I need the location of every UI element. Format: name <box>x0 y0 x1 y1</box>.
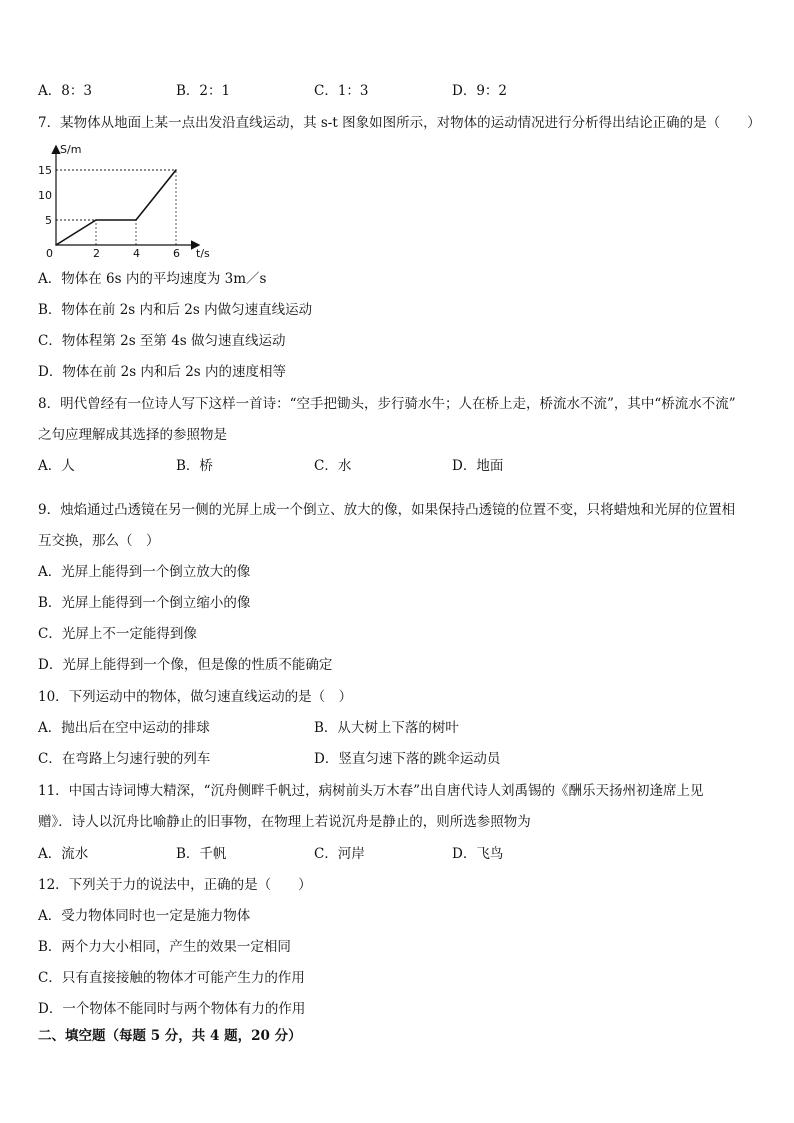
q8-option-a[interactable]: A．人 <box>38 458 75 474</box>
q7-stem: 7．某物体从地面上某一点出发沿直线运动，其 s-t 图象如图所示，对物体的运动情况进行分析得出结论正确的是（ ） <box>38 115 761 131</box>
st-series-line <box>56 170 176 245</box>
q9-stem-line1: 9．烛焰通过凸透镜在另一侧的光屏上成一个倒立、放大的像，如果保持凸透镜的位置不变，只将蜡烛和光屏的位置相 <box>38 502 736 518</box>
q11-option-c[interactable]: C．河岸 <box>314 846 365 862</box>
q12-option-c[interactable]: C．只有直接接触的物体才可能产生力的作用 <box>38 970 305 986</box>
q7-option-a[interactable]: A．物体在 6s 内的平均速度为 3m／s <box>38 271 267 287</box>
q6-option-c[interactable]: C．1：3 <box>314 83 369 99</box>
q12-option-a[interactable]: A．受力物体同时也一定是施力物体 <box>38 908 251 924</box>
x-tick-label: 4 <box>133 247 140 260</box>
q8-stem-line1: 8．明代曾经有一位诗人写下这样一首诗：“空手把锄头，步行骑水牛；人在桥上走，桥流水不流”，其中“桥流水不流” <box>38 396 736 412</box>
y-axis-label: S/m <box>60 143 82 156</box>
q6-option-a[interactable]: A．8：3 <box>38 83 92 99</box>
q9-stem-line2: 互交换，那么（ ） <box>38 533 160 549</box>
q12-option-d[interactable]: D．一个物体不能同时与两个物体有力的作用 <box>38 1001 306 1017</box>
x-tick-label: 6 <box>173 247 180 260</box>
q11-stem-line1: 11．中国古诗词博大精深，“沉舟侧畔千帆过，病树前头万木春”出自唐代诗人刘禹锡的《酬乐天扬州初逢席上见 <box>38 783 704 799</box>
q6-option-d[interactable]: D．9：2 <box>452 83 508 99</box>
q12-stem: 12．下列关于力的说法中，正确的是（ ） <box>38 877 312 893</box>
q11-stem-line2: 赠》．诗人以沉舟比喻静止的旧事物，在物理上若说沉舟是静止的，则所选参照物为 <box>38 814 531 830</box>
q11-option-b[interactable]: B．千帆 <box>176 846 227 862</box>
q10-option-b[interactable]: B．从大树上下落的树叶 <box>314 720 459 736</box>
q9-option-d[interactable]: D．光屏上能得到一个像，但是像的性质不能确定 <box>38 657 333 673</box>
q12-option-b[interactable]: B．两个力大小相同，产生的效果一定相同 <box>38 939 291 955</box>
q11-option-d[interactable]: D．飞鸟 <box>452 846 504 862</box>
data-point <box>175 169 177 171</box>
y-tick-label: 15 <box>38 164 52 177</box>
q9-option-c[interactable]: C．光屏上不一定能得到像 <box>38 626 197 642</box>
q10-stem: 10．下列运动中的物体，做匀速直线运动的是（ ） <box>38 689 353 705</box>
x-tick-label: 0 <box>46 247 53 260</box>
data-point <box>55 244 57 246</box>
q10-option-c[interactable]: C．在弯路上匀速行驶的列车 <box>38 751 211 767</box>
st-graph <box>30 140 210 260</box>
data-point <box>135 219 137 221</box>
x-tick-label: 2 <box>93 247 100 260</box>
q8-stem-line2: 之句应理解成其选择的参照物是 <box>38 427 227 443</box>
q9-option-a[interactable]: A．光屏上能得到一个倒立放大的像 <box>38 564 251 580</box>
y-tick-label: 5 <box>45 214 52 227</box>
q8-option-c[interactable]: C．水 <box>314 458 352 474</box>
q11-option-a[interactable]: A．流水 <box>38 846 89 862</box>
section-2-title: 二、填空题（每题 5 分，共 4 题，20 分） <box>38 1028 302 1044</box>
q9-option-b[interactable]: B．光屏上能得到一个倒立缩小的像 <box>38 595 251 611</box>
q8-option-b[interactable]: B．桥 <box>176 458 213 474</box>
y-tick-label: 10 <box>38 189 52 202</box>
q7-option-d[interactable]: D．物体在前 2s 内和后 2s 内的速度相等 <box>38 364 287 380</box>
q7-option-c[interactable]: C．物体程第 2s 至第 4s 做匀速直线运动 <box>38 333 286 349</box>
x-axis-label: t/s <box>196 247 210 260</box>
q6-option-b[interactable]: B．2：1 <box>176 83 231 99</box>
q10-option-d[interactable]: D．竖直匀速下落的跳伞运动员 <box>314 751 501 767</box>
data-point <box>95 219 97 221</box>
q8-option-d[interactable]: D．地面 <box>452 458 504 474</box>
q7-option-b[interactable]: B．物体在前 2s 内和后 2s 内做匀速直线运动 <box>38 302 313 318</box>
q10-option-a[interactable]: A．抛出后在空中运动的排球 <box>38 720 210 736</box>
